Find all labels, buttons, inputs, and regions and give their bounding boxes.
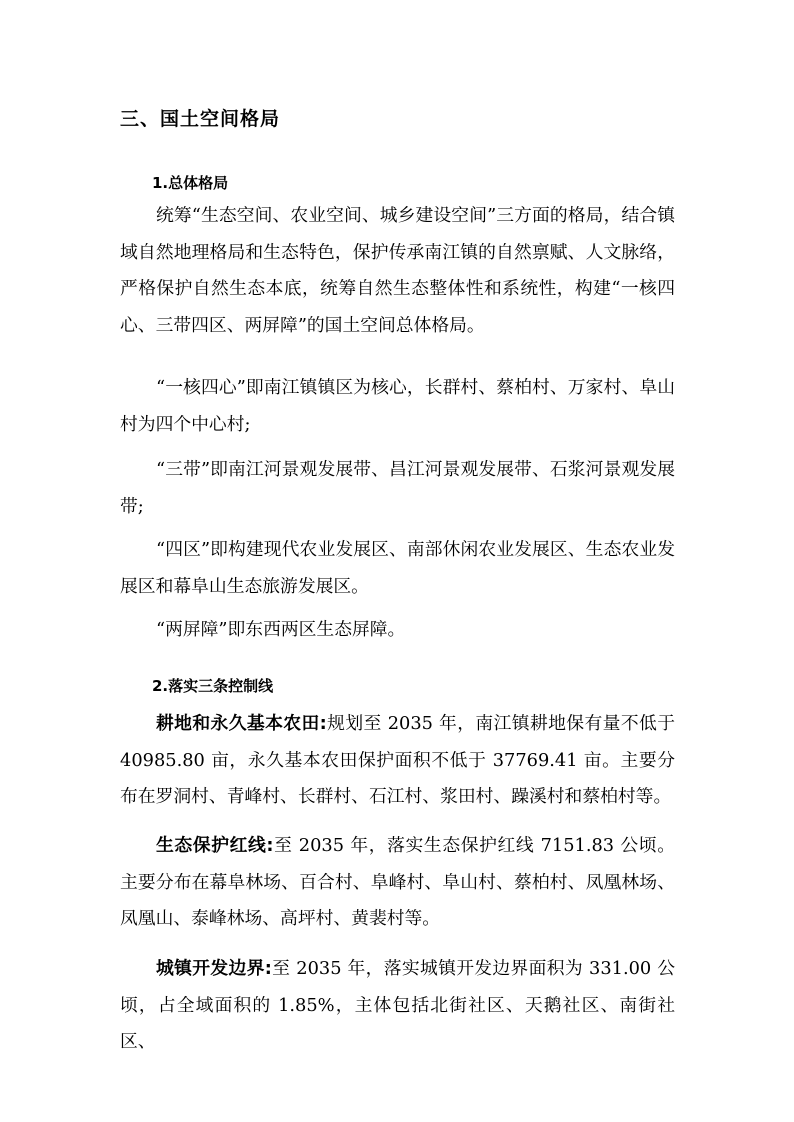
section-title: 三、国土空间格局 <box>120 108 281 130</box>
subsection-title-overall: 1.总体格局 <box>152 174 229 192</box>
farmland-text: 规划至 2035 年，南江镇耕地保有量不低于 40985.80 亩，永久基本农田保护面积不低于 37769.41 亩。主要分布在罗洞村、青峰村、长群村、石江村、浆田村、躁溪村和蔡柏村等。 <box>120 713 675 807</box>
paragraph-overall-intro: 统筹“生态空间、农业空间、城乡建设空间”三方面的格局，结合镇域自然地理格局和生态特色，保护传承南江镇的自然禀赋、人文脉络，严格保护自然生态本底，统筹自然生态整体性和系统性，构建“一核四心、三带四区、两屏障”的国土空间总体格局。 <box>120 205 675 336</box>
eco-redline-label: 生态保护红线: <box>156 835 274 856</box>
paragraph-three-belts: “三带”即南江河景观发展带、昌江河景观发展带、石浆河景观发展带; <box>120 459 675 517</box>
paragraph-two-barriers: “两屏障”即东西两区生态屏障。 <box>156 619 406 640</box>
subsection-title-control-lines: 2.落实三条控制线 <box>152 677 274 695</box>
paragraph-four-zones: “四区”即构建现代农业发展区、南部休闲农业发展区、生态农业发展区和幕阜山生态旅游发展区。 <box>120 539 675 597</box>
farmland-label: 耕地和永久基本农田: <box>156 713 327 734</box>
eco-redline-text: 至 2035 年，落实生态保护红线 7151.83 公顷。主要分布在幕阜林场、百合村、阜峰村、阜山村、蔡柏村、凤凰林场、凤凰山、泰峰林场、高坪村、黄裴村等。 <box>120 835 675 929</box>
paragraph-urban-boundary <box>120 951 675 1061</box>
paragraph-eco-redline <box>120 828 675 938</box>
urban-boundary-text: 至 2035 年，落实城镇开发边界面积为 331.00 公顷，占全域面积的 1.85%，主体包括北街社区、天鹅社区、南街社区、 <box>120 958 675 1052</box>
urban-boundary-label: 城镇开发边界: <box>156 958 272 979</box>
paragraph-farmland <box>120 706 675 816</box>
paragraph-one-core-four-centers: “一核四心”即南江镇镇区为核心，长群村、蔡柏村、万家村、阜山村为四个中心村; <box>120 377 675 435</box>
